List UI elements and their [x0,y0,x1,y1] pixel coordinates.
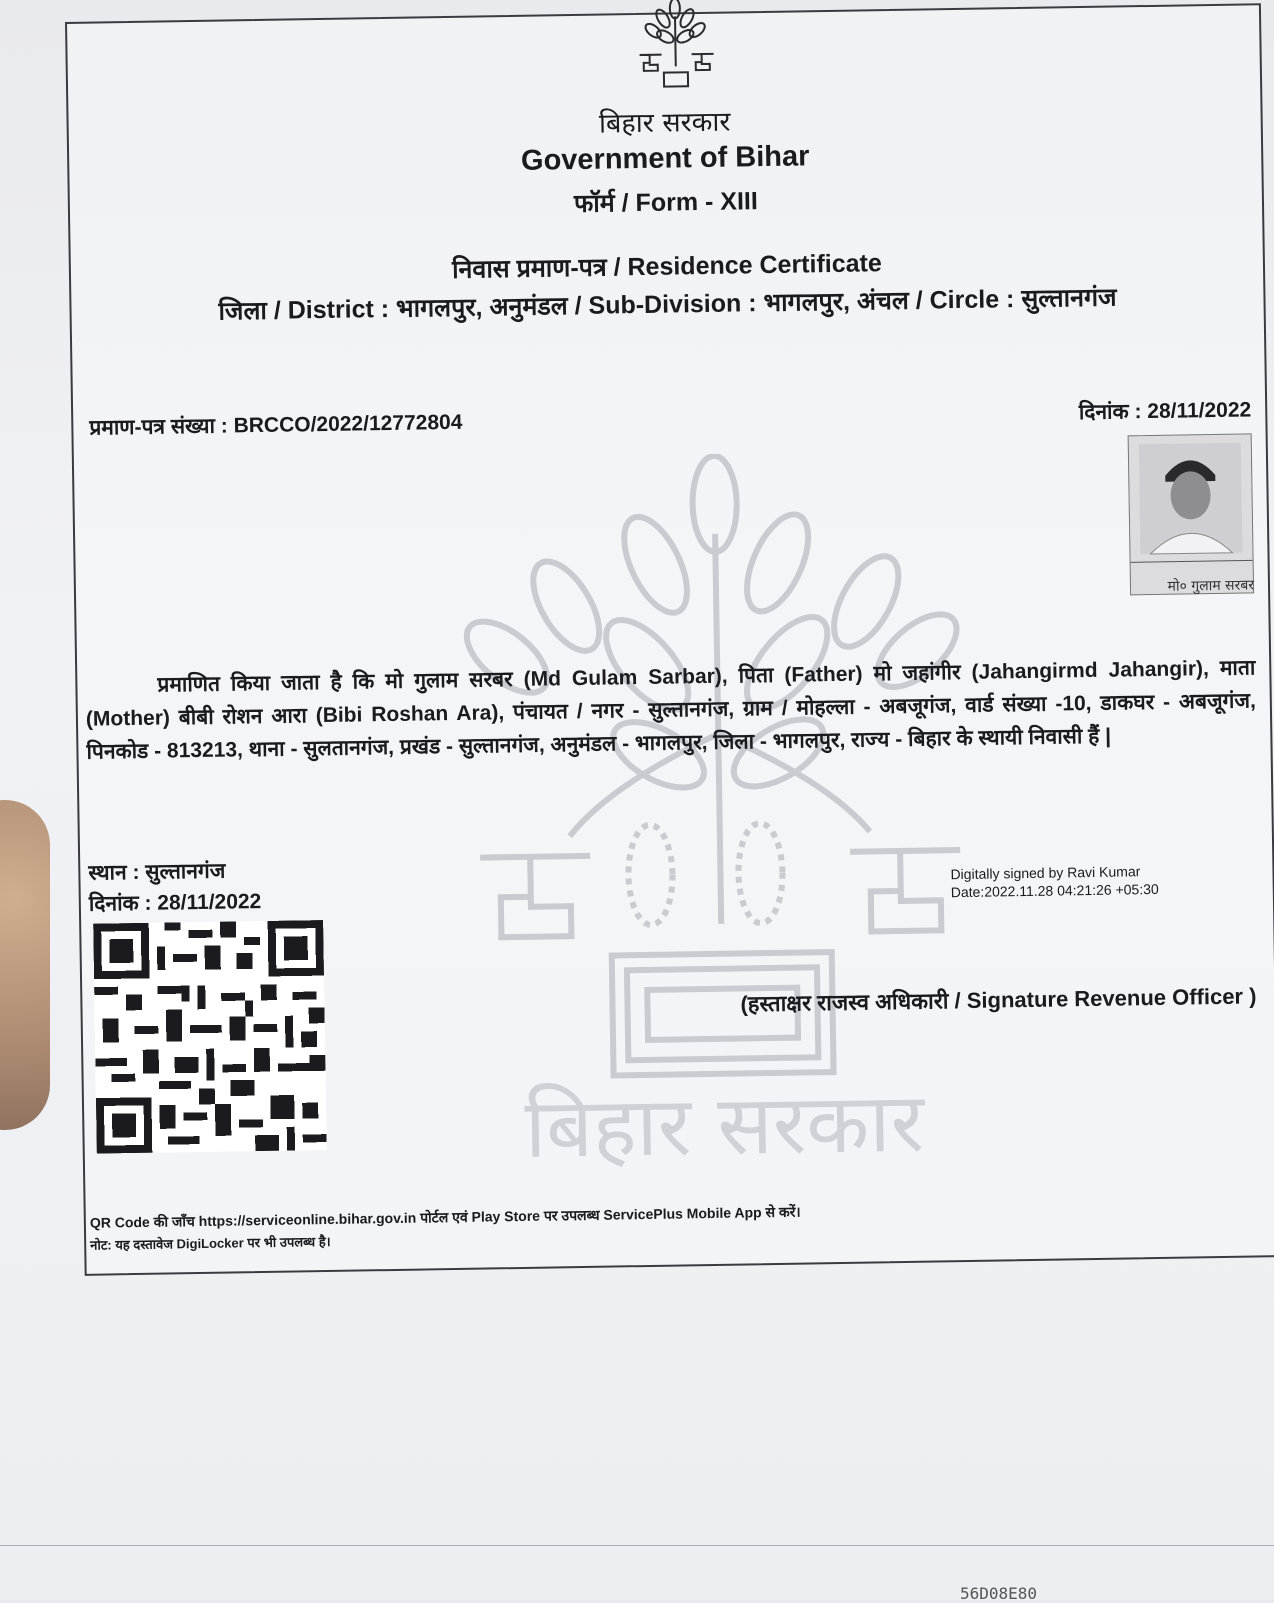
digital-signature-name: Digitally signed by Ravi Kumar [950,863,1141,883]
applicant-photo [1128,433,1254,595]
district-line: जिला / District : भागलपुर, अनुमंडल / Sub-Division : भागलपुर, अंचल / Circle : सुल्तानगंज [218,283,1117,326]
government-title: Government of Bihar [520,140,810,177]
government-title-hindi: बिहार सरकार [598,106,731,140]
person-photo-icon [1129,434,1253,594]
certificate-number: प्रमाण-पत्र संख्या : BRCCO/2022/12772804 [89,410,463,440]
signing-date: दिनांक : 28/11/2022 [88,890,262,916]
qr-verification-note: QR Code की जाँच https://serviceonline.bihar.gov.in पोर्टल एवं Play Store पर उपलब्ध ServicePlus Mobile App से करें। [89,1203,801,1231]
digilocker-note: नोट: यह दस्तावेज DigiLocker पर भी उपलब्ध है। [90,1233,331,1253]
bihar-emblem-icon [627,0,724,93]
photo-signature: मो० गुलाम सरबर [1167,577,1255,595]
bihar-emblem-watermark-icon [404,449,1035,1179]
svg-text:बिहार सरकार: बिहार सरकार [524,1075,925,1177]
form-number: फॉर्म / Form - XIII [573,187,759,219]
certificate-page [65,3,1274,1276]
finger-shadow [0,800,50,1130]
qr-code-icon [93,920,327,1154]
issue-date: दिनांक : 28/11/2022 [1078,398,1252,425]
page-divider [0,1545,1274,1546]
page-code: 56D08E80 [960,1584,1038,1603]
certificate-title: निवास प्रमाण-पत्र / Residence Certificate [451,249,882,284]
certificate-body: प्रमाणित किया जाता है कि मो गुलाम सरबर (Md Gulam Sarbar), पिता (Father) मो जहांगीर (Jahangirmd Jahangir), माता (Mother) बीबी रोशन आरा (Bibi Roshan Ara), पंचायत / नगर - सुल्तानगंज, ग्राम / मोहल्ला - अबजूगंज, वार्ड संख्या -10, डाकघर - अबजूगंज, पिनकोड - 813213, थाना - सुलतानगंज, प्रखंड - सुल्तानगंज, अनुमंडल - भागलपुर, जिला - भागलपुर, राज्य - बिहार के स्थायी निवासी हैं | [85,656,1256,764]
officer-signature-label: (हस्ताक्षर राजस्व अधिकारी / Signature Revenue Officer ) [740,983,1257,1017]
digital-signature-date: Date:2022.11.28 04:21:26 +05:30 [950,880,1159,901]
place: स्थान : सुल्तानगंज [88,859,226,885]
